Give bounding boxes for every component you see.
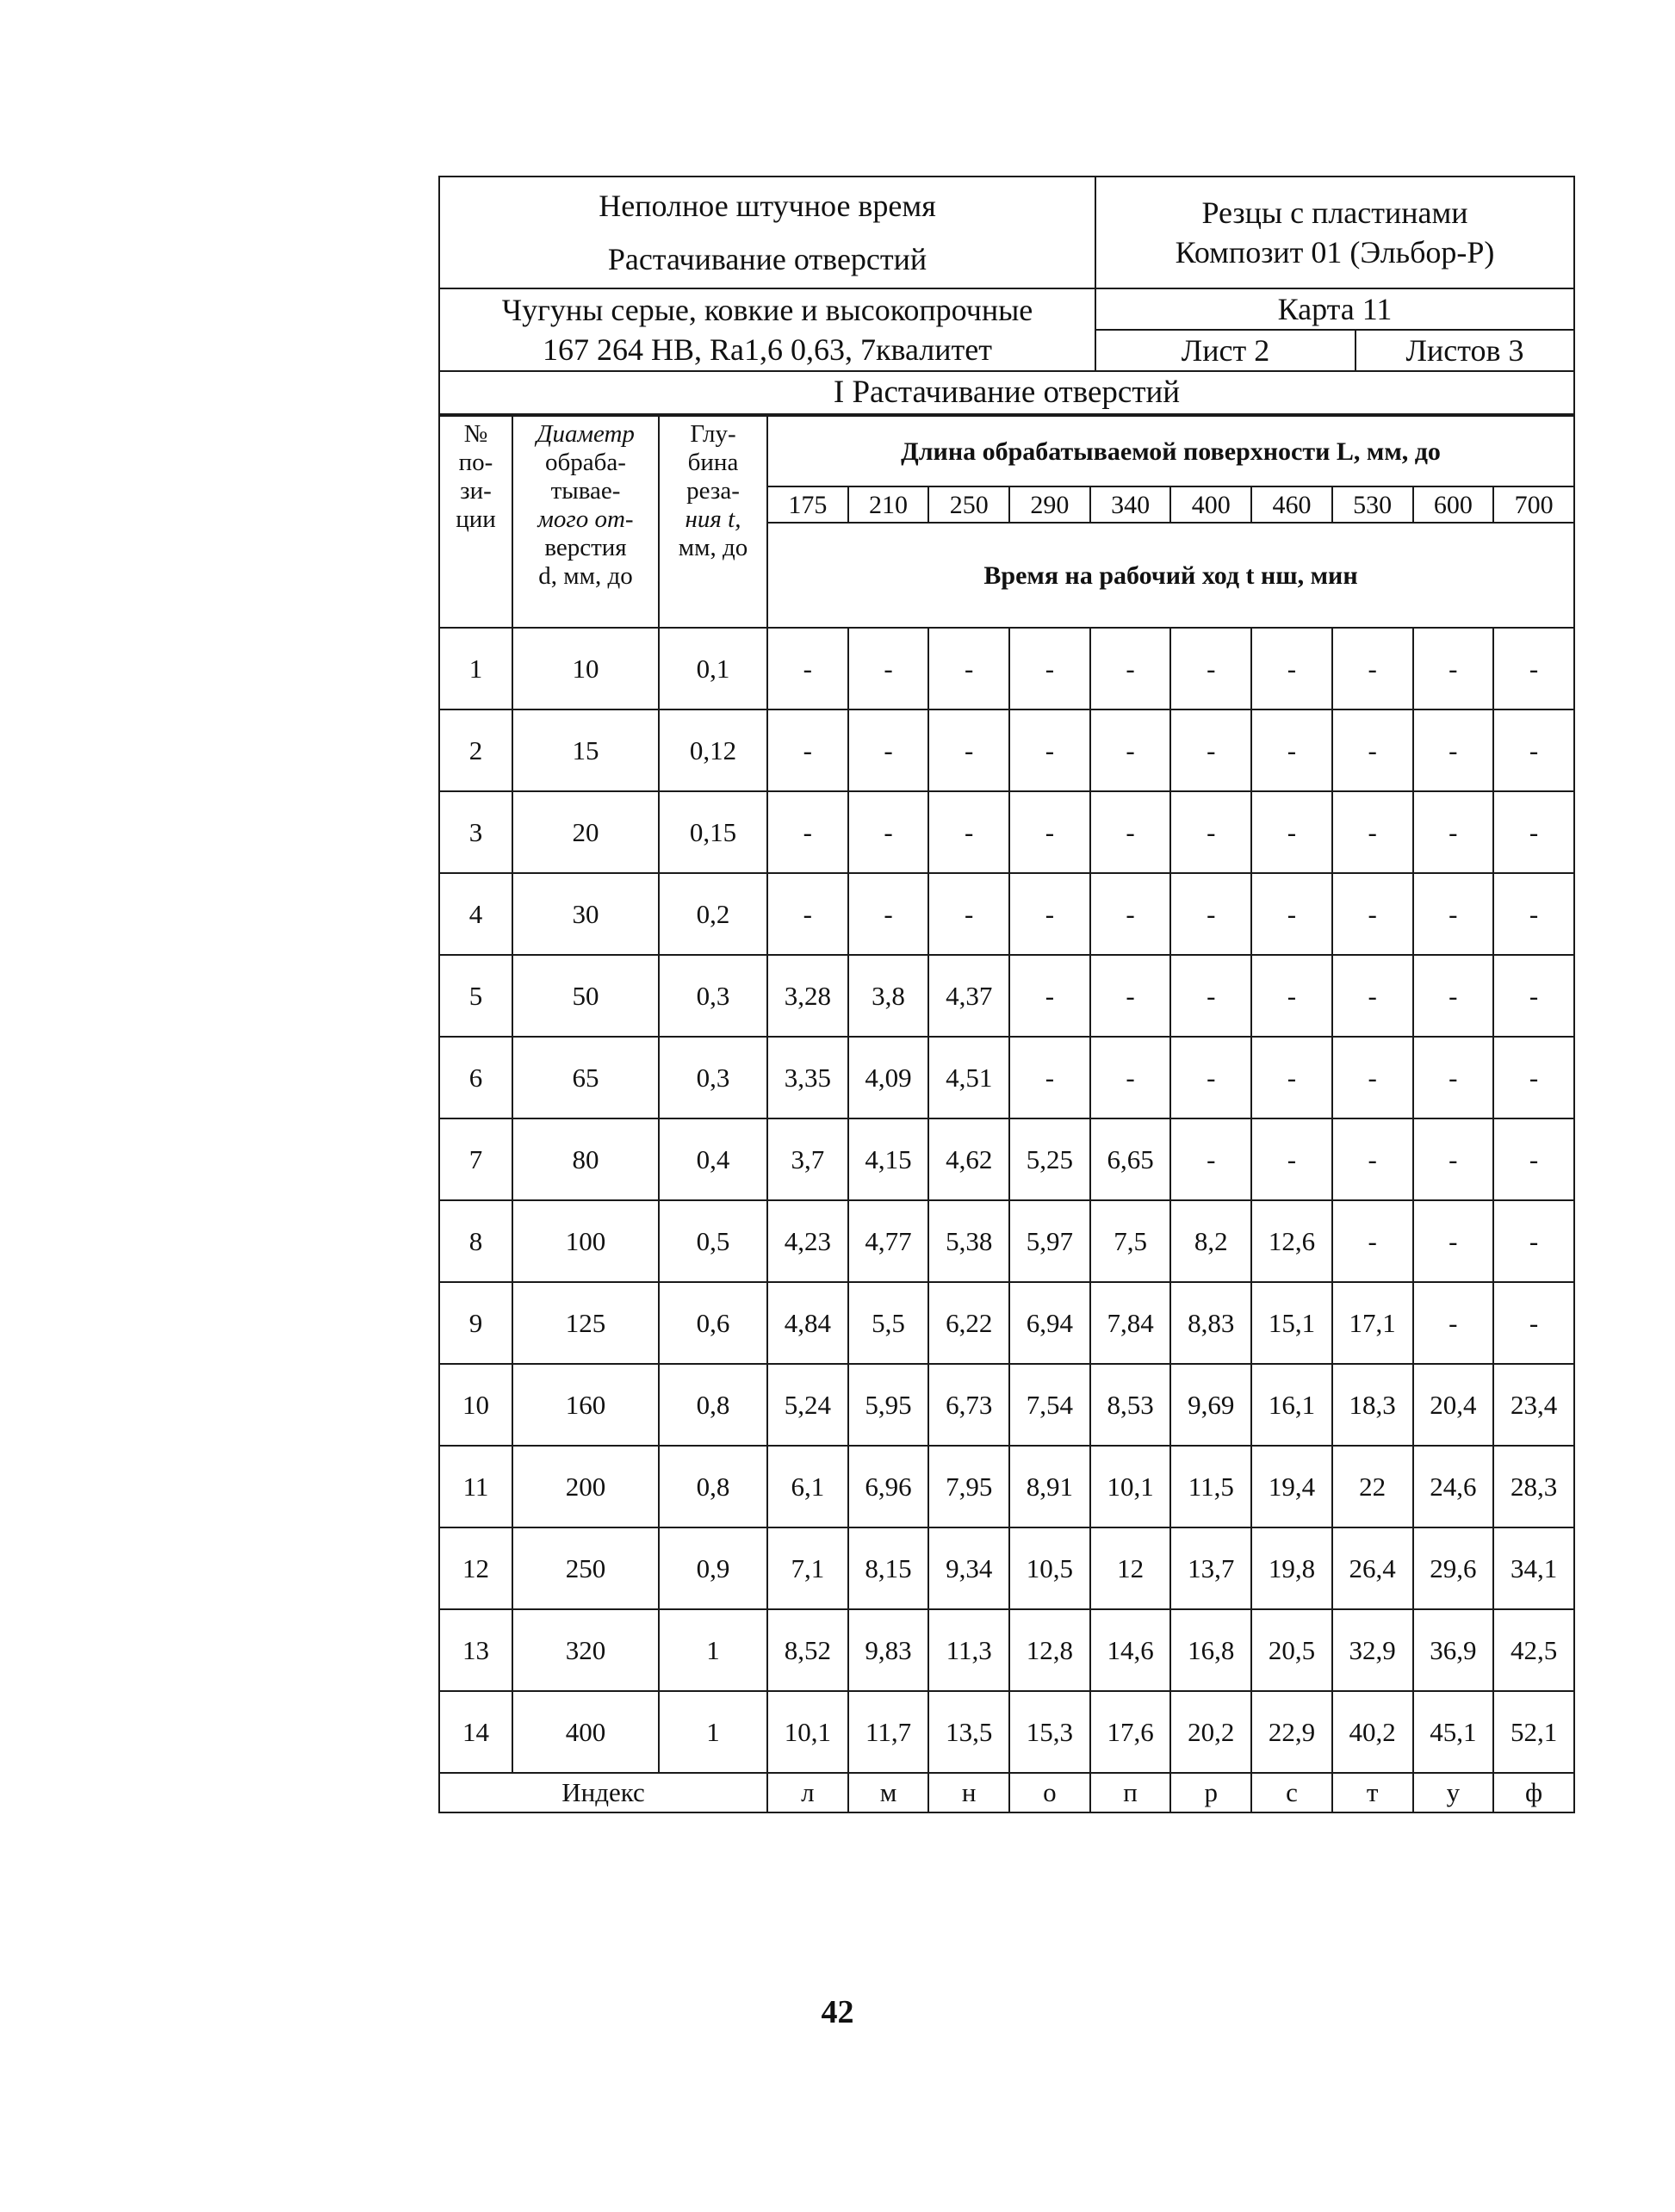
time-cell: 5,5 (848, 1282, 929, 1364)
time-cell: 14,6 (1090, 1609, 1171, 1691)
material-cell (439, 288, 1095, 371)
time-cell: 12 (1090, 1527, 1171, 1609)
time-cell: - (1413, 955, 1494, 1037)
time-cell: 10,1 (767, 1691, 848, 1773)
position-cell: 8 (439, 1200, 512, 1282)
table-row (439, 1609, 1574, 1691)
time-cell: 6,96 (848, 1446, 929, 1527)
time-cell: - (1251, 873, 1332, 955)
time-cell: 6,73 (928, 1364, 1009, 1446)
time-cell: 5,24 (767, 1364, 848, 1446)
time-cell: - (1251, 955, 1332, 1037)
time-cell: 4,09 (848, 1037, 929, 1118)
time-cell: 22 (1332, 1446, 1413, 1527)
col-header-depth-line: ния t, (685, 505, 741, 533)
time-cell: - (1413, 628, 1494, 709)
time-cell: 5,25 (1009, 1118, 1090, 1200)
time-cell: - (928, 873, 1009, 955)
time-cell: - (1090, 955, 1171, 1037)
col-header-position-line: № (463, 420, 488, 448)
title-line-2: Растачивание отверстий (607, 242, 927, 276)
time-cell: - (1251, 709, 1332, 791)
time-cell: 18,3 (1332, 1364, 1413, 1446)
time-cell: 5,97 (1009, 1200, 1090, 1282)
time-cell: - (1493, 1200, 1574, 1282)
data-rows (439, 628, 1574, 1773)
table-row (439, 628, 1574, 709)
time-cell: 6,1 (767, 1446, 848, 1527)
material-line-2: 167 264 HB, Ra1,6 0,63, 7квалитет (543, 332, 992, 367)
length-value: 250 (928, 486, 1009, 523)
time-cell: - (1493, 1118, 1574, 1200)
depth-cell: 0,2 (659, 873, 767, 955)
col-header-diameter (512, 416, 659, 628)
diameter-cell: 20 (512, 791, 659, 873)
table-row (439, 791, 1574, 873)
col-header-diameter-line: верстия (544, 534, 627, 561)
time-cell: 12,8 (1009, 1609, 1090, 1691)
time-label: Время на рабочий ход t нш, мин (767, 523, 1574, 628)
depth-cell: 0,12 (659, 709, 767, 791)
time-cell: 4,37 (928, 955, 1009, 1037)
time-cell: 9,34 (928, 1527, 1009, 1609)
time-cell: - (1170, 1118, 1251, 1200)
length-value: 530 (1332, 486, 1413, 523)
table-row (439, 1037, 1574, 1118)
time-cell: 7,95 (928, 1446, 1009, 1527)
time-cell: 8,91 (1009, 1446, 1090, 1527)
time-cell: 17,1 (1332, 1282, 1413, 1364)
time-cell: - (1009, 628, 1090, 709)
index-letter: т (1332, 1773, 1413, 1812)
position-cell: 2 (439, 709, 512, 791)
position-cell: 4 (439, 873, 512, 955)
length-value: 175 (767, 486, 848, 523)
length-value: 290 (1009, 486, 1090, 523)
time-cell: 24,6 (1413, 1446, 1494, 1527)
time-cell: - (1251, 628, 1332, 709)
time-cell: - (767, 628, 848, 709)
length-value: 340 (1090, 486, 1171, 523)
time-cell: - (928, 791, 1009, 873)
time-cell: 3,28 (767, 955, 848, 1037)
time-cell: - (1332, 873, 1413, 955)
time-cell: - (1332, 709, 1413, 791)
diameter-cell: 65 (512, 1037, 659, 1118)
diameter-cell: 320 (512, 1609, 659, 1691)
depth-cell: 0,9 (659, 1527, 767, 1609)
time-cell: - (848, 709, 929, 791)
time-cell: - (1493, 1282, 1574, 1364)
index-label: Индекс (439, 1773, 767, 1812)
time-cell: 7,1 (767, 1527, 848, 1609)
time-cell: - (1009, 873, 1090, 955)
time-cell: - (1332, 955, 1413, 1037)
table-row (439, 873, 1574, 955)
time-cell: - (1090, 628, 1171, 709)
section-title: I Растачивание отверстий (439, 371, 1574, 414)
index-letter: у (1413, 1773, 1494, 1812)
time-cell: 8,83 (1170, 1282, 1251, 1364)
table-row (439, 1446, 1574, 1527)
time-cell: - (1413, 1200, 1494, 1282)
time-cell: - (767, 873, 848, 955)
table-row (439, 955, 1574, 1037)
diameter-cell: 100 (512, 1200, 659, 1282)
time-cell: 6,94 (1009, 1282, 1090, 1364)
time-cell: - (1170, 873, 1251, 955)
time-cell: - (1413, 1282, 1494, 1364)
time-cell: 4,51 (928, 1037, 1009, 1118)
col-header-diameter-line: тывае- (550, 477, 621, 505)
sheets-total: Листов 3 (1356, 330, 1574, 371)
time-cell: 28,3 (1493, 1446, 1574, 1527)
time-cell: - (1493, 709, 1574, 791)
diameter-cell: 30 (512, 873, 659, 955)
time-cell: 7,54 (1009, 1364, 1090, 1446)
time-cell: - (1090, 709, 1171, 791)
time-cell: 4,15 (848, 1118, 929, 1200)
time-cell: 8,15 (848, 1527, 929, 1609)
col-header-diameter-line: мого от- (537, 505, 634, 533)
index-letter: о (1009, 1773, 1090, 1812)
table-row (439, 1200, 1574, 1282)
time-cell: 22,9 (1251, 1691, 1332, 1773)
time-norm-table (438, 415, 1575, 1813)
position-cell: 13 (439, 1609, 512, 1691)
index-letter: п (1090, 1773, 1171, 1812)
col-header-diameter-line: обраба- (545, 449, 626, 476)
time-cell: 26,4 (1332, 1527, 1413, 1609)
time-cell: 11,7 (848, 1691, 929, 1773)
time-cell: 10,1 (1090, 1446, 1171, 1527)
time-cell: 8,2 (1170, 1200, 1251, 1282)
col-header-diameter-line: Диаметр (537, 420, 635, 448)
col-header-position-line: зи- (460, 477, 492, 505)
col-header-position-line: по- (458, 449, 493, 476)
time-cell: 40,2 (1332, 1691, 1413, 1773)
time-cell: - (1251, 1118, 1332, 1200)
length-value: 210 (848, 486, 929, 523)
time-cell: 32,9 (1332, 1609, 1413, 1691)
time-cell: 13,7 (1170, 1527, 1251, 1609)
tool-line-1: Резцы с пластинами (1201, 195, 1468, 230)
time-cell: - (1332, 1118, 1413, 1200)
time-cell: - (1251, 791, 1332, 873)
position-cell: 1 (439, 628, 512, 709)
time-cell: - (928, 709, 1009, 791)
time-cell: 6,65 (1090, 1118, 1171, 1200)
time-cell: - (1332, 1200, 1413, 1282)
index-letter: л (767, 1773, 848, 1812)
card-number: Карта 11 (1095, 288, 1574, 330)
diameter-cell: 250 (512, 1527, 659, 1609)
depth-cell: 0,1 (659, 628, 767, 709)
time-cell: 4,23 (767, 1200, 848, 1282)
diameter-cell: 50 (512, 955, 659, 1037)
length-value: 600 (1413, 486, 1494, 523)
time-cell: 20,2 (1170, 1691, 1251, 1773)
time-cell: - (1493, 955, 1574, 1037)
depth-cell: 1 (659, 1691, 767, 1773)
col-header-diameter-line: d, мм, до (538, 562, 633, 590)
position-cell: 9 (439, 1282, 512, 1364)
time-cell: 8,52 (767, 1609, 848, 1691)
time-cell: 17,6 (1090, 1691, 1171, 1773)
tool-line-2: Композит 01 (Эльбор-Р) (1175, 235, 1495, 270)
time-cell: 23,4 (1493, 1364, 1574, 1446)
time-cell: - (1251, 1037, 1332, 1118)
time-cell: 20,4 (1413, 1364, 1494, 1446)
time-cell: 10,5 (1009, 1527, 1090, 1609)
time-cell: - (1170, 709, 1251, 791)
position-cell: 6 (439, 1037, 512, 1118)
col-header-depth-line: мм, до (678, 534, 748, 561)
depth-cell: 0,3 (659, 1037, 767, 1118)
time-cell: 52,1 (1493, 1691, 1574, 1773)
time-cell: 13,5 (928, 1691, 1009, 1773)
time-cell: 5,38 (928, 1200, 1009, 1282)
index-row (439, 1773, 1574, 1812)
time-cell: - (1413, 1118, 1494, 1200)
diameter-cell: 160 (512, 1364, 659, 1446)
title-cell (439, 177, 1095, 288)
time-cell: - (1170, 955, 1251, 1037)
time-cell: - (1170, 628, 1251, 709)
time-cell: 7,5 (1090, 1200, 1171, 1282)
time-cell: 7,84 (1090, 1282, 1171, 1364)
time-cell: - (1090, 1037, 1171, 1118)
depth-cell: 0,4 (659, 1118, 767, 1200)
time-cell: 12,6 (1251, 1200, 1332, 1282)
time-cell: 42,5 (1493, 1609, 1574, 1691)
time-cell: 16,1 (1251, 1364, 1332, 1446)
time-cell: - (767, 791, 848, 873)
time-cell: - (1332, 791, 1413, 873)
sheet-number: Лист 2 (1095, 330, 1356, 371)
time-cell: - (1332, 628, 1413, 709)
position-cell: 14 (439, 1691, 512, 1773)
time-cell: 8,53 (1090, 1364, 1171, 1446)
time-cell: - (1009, 1037, 1090, 1118)
time-cell: 3,8 (848, 955, 929, 1037)
time-cell: 6,22 (928, 1282, 1009, 1364)
time-cell: 16,8 (1170, 1609, 1251, 1691)
time-cell: - (1493, 628, 1574, 709)
depth-cell: 0,8 (659, 1364, 767, 1446)
time-cell: - (1009, 955, 1090, 1037)
diameter-cell: 15 (512, 709, 659, 791)
time-cell: 36,9 (1413, 1609, 1494, 1691)
diameter-cell: 80 (512, 1118, 659, 1200)
length-value: 700 (1493, 486, 1574, 523)
time-cell: 45,1 (1413, 1691, 1494, 1773)
time-cell: - (1009, 709, 1090, 791)
position-cell: 10 (439, 1364, 512, 1446)
time-cell: - (1090, 873, 1171, 955)
position-cell: 12 (439, 1527, 512, 1609)
time-cell: 4,84 (767, 1282, 848, 1364)
col-header-depth-line: бина (687, 449, 739, 476)
index-letter: с (1251, 1773, 1332, 1812)
time-cell: - (1413, 709, 1494, 791)
length-label: Длина обрабатываемой поверхности L, мм, до (767, 416, 1574, 486)
diameter-cell: 200 (512, 1446, 659, 1527)
table-row (439, 709, 1574, 791)
time-cell: 4,77 (848, 1200, 929, 1282)
col-header-depth-line: реза- (686, 477, 740, 505)
index-letter: ф (1493, 1773, 1574, 1812)
table-row (439, 1118, 1574, 1200)
title-line-1: Неполное штучное время (599, 189, 936, 223)
time-cell: 34,1 (1493, 1527, 1574, 1609)
time-cell: - (1090, 791, 1171, 873)
col-header-position (439, 416, 512, 628)
time-cell: 29,6 (1413, 1527, 1494, 1609)
position-cell: 11 (439, 1446, 512, 1527)
norm-card-sheet (438, 176, 1573, 1813)
col-header-depth (659, 416, 767, 628)
length-value: 460 (1251, 486, 1332, 523)
time-cell: - (848, 628, 929, 709)
depth-cell: 0,8 (659, 1446, 767, 1527)
depth-cell: 0,3 (659, 955, 767, 1037)
time-cell: 19,8 (1251, 1527, 1332, 1609)
table-row (439, 1364, 1574, 1446)
time-cell: - (1332, 1037, 1413, 1118)
tool-cell (1095, 177, 1574, 288)
time-cell: - (1493, 1037, 1574, 1118)
time-cell: - (928, 628, 1009, 709)
time-cell: 9,69 (1170, 1364, 1251, 1446)
time-cell: 11,3 (928, 1609, 1009, 1691)
material-line-1: Чугуны серые, ковкие и высокопрочные (501, 293, 1033, 327)
diameter-cell: 125 (512, 1282, 659, 1364)
time-cell: - (1170, 1037, 1251, 1118)
time-cell: - (848, 791, 929, 873)
page-number: 42 (821, 1994, 854, 2030)
time-cell: 20,5 (1251, 1609, 1332, 1691)
position-cell: 5 (439, 955, 512, 1037)
time-cell: 15,1 (1251, 1282, 1332, 1364)
index-letter: н (928, 1773, 1009, 1812)
time-cell: 5,95 (848, 1364, 929, 1446)
index-letter: м (848, 1773, 929, 1812)
time-cell: 19,4 (1251, 1446, 1332, 1527)
depth-cell: 1 (659, 1609, 767, 1691)
diameter-cell: 10 (512, 628, 659, 709)
time-cell: - (1413, 1037, 1494, 1118)
depth-cell: 0,5 (659, 1200, 767, 1282)
header-table (438, 176, 1575, 415)
time-cell: - (1413, 873, 1494, 955)
time-cell: 3,7 (767, 1118, 848, 1200)
col-header-position-line: ции (456, 505, 496, 533)
time-cell: - (848, 873, 929, 955)
position-cell: 3 (439, 791, 512, 873)
depth-cell: 0,15 (659, 791, 767, 873)
length-value: 400 (1170, 486, 1251, 523)
col-header-depth-line: Глу- (690, 420, 736, 448)
time-cell: 9,83 (848, 1609, 929, 1691)
time-cell: - (767, 709, 848, 791)
time-cell: 3,35 (767, 1037, 848, 1118)
table-row (439, 1282, 1574, 1364)
diameter-cell: 400 (512, 1691, 659, 1773)
time-cell: - (1493, 791, 1574, 873)
time-cell: - (1170, 791, 1251, 873)
time-cell: - (1413, 791, 1494, 873)
time-cell: 4,62 (928, 1118, 1009, 1200)
time-cell: 15,3 (1009, 1691, 1090, 1773)
table-row (439, 1527, 1574, 1609)
index-letter: р (1170, 1773, 1251, 1812)
time-cell: - (1009, 791, 1090, 873)
time-cell: 11,5 (1170, 1446, 1251, 1527)
table-row (439, 1691, 1574, 1773)
depth-cell: 0,6 (659, 1282, 767, 1364)
time-cell: - (1493, 873, 1574, 955)
position-cell: 7 (439, 1118, 512, 1200)
